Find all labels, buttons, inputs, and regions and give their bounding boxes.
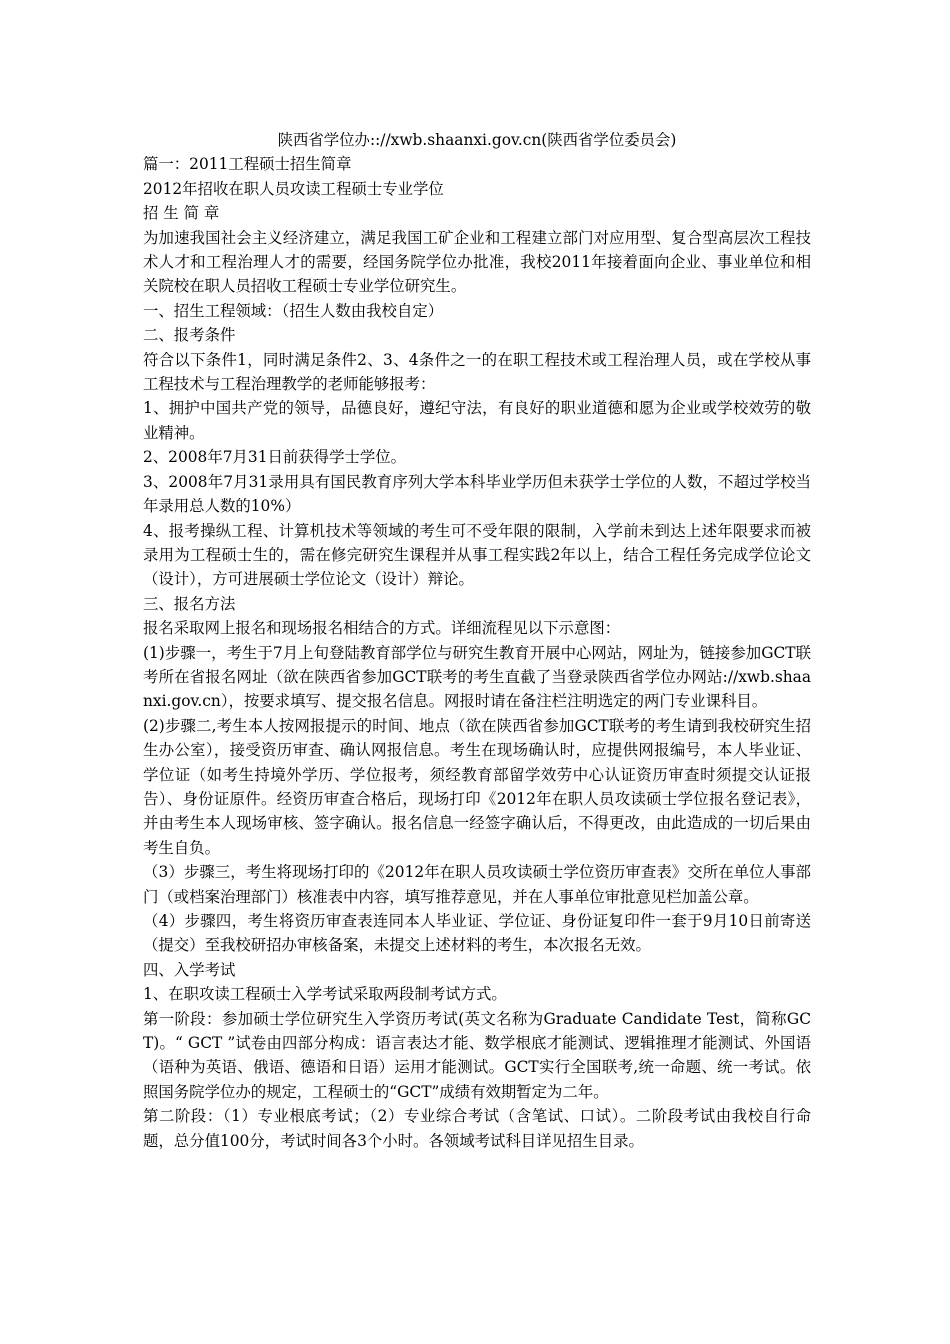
document-header: 陕西省学位办:://xwb.shaanxi.gov.cn(陕西省学位委员会) <box>277 131 677 149</box>
paragraph: 报名采取网上报名和现场报名相结合的方式。详细流程见以下示意图： <box>143 619 621 638</box>
paragraph: 符合以下条件1，同时满足条件2、3、4条件之一的在职工程技术或工程治理人员，或在学校从事工程技术与工程治理教学的老师能够报考： <box>143 350 811 394</box>
list-item: 1、拥护中国共产党的领导，品德良好，遵纪守法，有良好的职业道德和愿为企业或学校效劳的敬业精神。 <box>143 399 811 442</box>
list-item: (2)步骤二,考生本人按网报提示的时间、地点（欲在陕西省参加GCT联考的考生请到我校研究生招生办公室），接受资历审查、确认网报信息。考生在现场确认时，应提供网报编号，本人毕业证、学位证（如考生持境外学历、学位报考，须经教育部留学效劳中心认证资历审查时须提交认证报告）、身份证原件。经资历审查合格后，现场打印《2012年在职人员攻读硕士学位报名登记表》，并由考生本人现场审核、签字确认。报名信息一经签字确认后，不得更改，由此造成的一切后果由考生自负。 <box>143 716 811 857</box>
list-item: 4、报考操纵工程、计算机技术等领域的考生可不受年限的限制，入学前未到达上述年限要求而被录用为工程硕士生的，需在修完研究生课程并从事工程实践2年以上，结合工程任务完成学位论文（设计），方可进展硕士学位论文（设计）辩论。 <box>143 521 811 589</box>
paragraph: 第一阶段：参加硕士学位研究生入学资历考试(英文名称为Graduate Candidate Test，简称GCT)。“ GCT ”试卷由四部分构成：语言表达才能、数学根底才能测试、逻辑推理才能测试、外国语（语种为英语、俄语、德语和日语）运用才能测试。GCT实行全国联考,统一命题、统一考试。依照国务院学位办的规定，工程硕士的“GCT”成绩有效期暂定为二年。 <box>143 1009 811 1101</box>
list-item: 3、2008年7月31录用具有国民教育序列大学本科毕业学历但未获学士学位的人数，不超过学校当年录用总人数的10%） <box>143 472 811 516</box>
paragraph: 招 生 简 章 <box>143 204 220 223</box>
section-heading: 一、招生工程领域：（招生人数由我校自定） <box>143 301 444 320</box>
list-item: (1)步骤一，考生于7月上旬登陆教育部学位与研究生教育开展中心网站，网址为，链接参加GCT联考所在省报名网址（欲在陕西省参加GCT联考的考生直截了当登录陕西省学位办网站://xwb.shaanxi.gov.cn），按要求填写、提交报名信息。网报时请在备注栏注明选定的两门专业课科目。 <box>143 643 811 711</box>
document-body <box>143 128 811 1153</box>
paragraph: 1、在职攻读工程硕士入学考试采取两段制考试方式。 <box>143 985 507 1004</box>
paragraph: 第二阶段：（1）专业根底考试；（2）专业综合考试（含笔试、口试）。二阶段考试由我校自行命题，总分值100分，考试时间各3个小时。各领域考试科目详见招生目录。 <box>143 1107 811 1150</box>
list-item: （4）步骤四，考生将资历审查表连同本人毕业证、学位证、身份证复印件一套于9月10日前寄送（提交）至我校研招办审核备案，未提交上述材料的考生，本次报名无效。 <box>143 912 811 955</box>
section-heading: 四、入学考试 <box>143 960 236 979</box>
section-heading: 三、报名方法 <box>143 594 236 613</box>
list-item: 2、2008年7月31日前获得学士学位。 <box>143 448 407 467</box>
paragraph: 2012年招收在职人员攻读工程硕士专业学位 <box>143 179 444 198</box>
paragraph: 篇一：2011工程硕士招生简章 <box>143 155 352 174</box>
list-item: （3）步骤三，考生将现场打印的《2012年在职人员攻读硕士学位资历审查表》交所在单位人事部门（或档案治理部门）核准表中内容，填写推荐意见，并在人事单位审批意见栏加盖公章。 <box>143 863 811 906</box>
paragraph: 为加速我国社会主义经济建立，满足我国工矿企业和工程建立部门对应用型、复合型高层次工程技术人才和工程治理人才的需要，经国务院学位办批准，我校2011年接着面向企业、事业单位和相关院校在职人员招收工程硕士专业学位研究生。 <box>143 228 811 296</box>
section-heading: 二、报考条件 <box>143 326 236 345</box>
